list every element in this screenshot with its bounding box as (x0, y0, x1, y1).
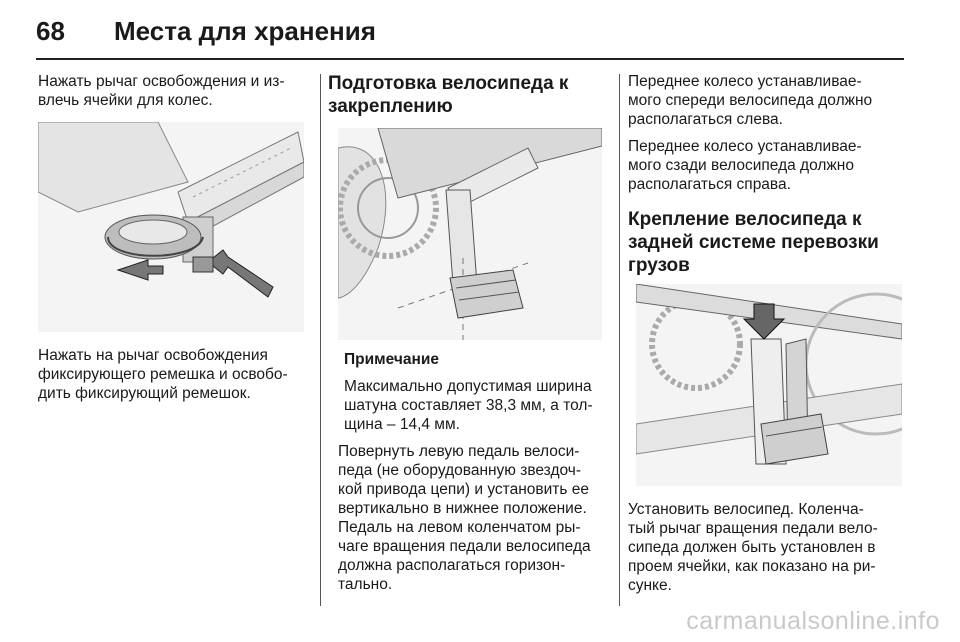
note-text: Максимально допустимая ширина шатуна составляет 38,3 мм, а тол- щина – 14,4 мм. (344, 378, 593, 433)
paragraph: Нажать на рычаг освобождения фиксирующего ремешка и освобо- дить фиксирующий ремешок. (38, 347, 288, 402)
section-heading: Крепление велосипеда к задней системе перевозки грузов (628, 209, 879, 276)
page-header (36, 12, 926, 52)
section-heading: Подготовка велосипеда к закреплению (328, 73, 569, 117)
column-3 (628, 72, 920, 287)
watermark: carmanualsonline.info (686, 607, 940, 635)
header-rule (36, 58, 904, 60)
note-title: Примечание (344, 351, 439, 368)
mounting-illustration (636, 284, 902, 486)
figure-wheel-cradle-release (38, 122, 304, 332)
note-box (344, 350, 610, 434)
page-number: 68 (36, 16, 65, 46)
column-1 (38, 72, 310, 118)
pedal-illustration (338, 128, 602, 340)
figure-bike-mounting (636, 284, 902, 486)
paragraph: Повернуть левую педаль велоси- педа (не оборудованную звездоч- кой привода цепи) и установить ее вертикально в нижнее положение. Педаль на левом коленчатом ры- чаге вращения педали велосипеда должна располагаться горизон- тально. (338, 443, 591, 593)
paragraph: Установить велосипед. Коленча- тый рычаг вращения педали вело- сипеда должен быть установлен в проем ячейки, как показано на ри- сунке. (628, 501, 878, 594)
column-2-text (338, 350, 610, 602)
paragraph: Переднее колесо устанавливае- мого сзади велосипеда должно располагаться справа. (628, 138, 862, 193)
figure-pedal-position (338, 128, 602, 340)
column-1-bottom (38, 346, 310, 411)
wheel-cradle-illustration (38, 122, 304, 332)
page-title: Места для хранения (114, 16, 376, 46)
column-3-bottom (628, 500, 920, 603)
paragraph: Нажать рычаг освобождения и из- влечь ячейки для колес. (38, 73, 285, 109)
column-divider (320, 74, 321, 606)
column-2 (328, 72, 610, 128)
column-divider (619, 74, 620, 606)
paragraph: Переднее колесо устанавливае- мого спереди велосипеда должно располагаться слева. (628, 73, 873, 128)
